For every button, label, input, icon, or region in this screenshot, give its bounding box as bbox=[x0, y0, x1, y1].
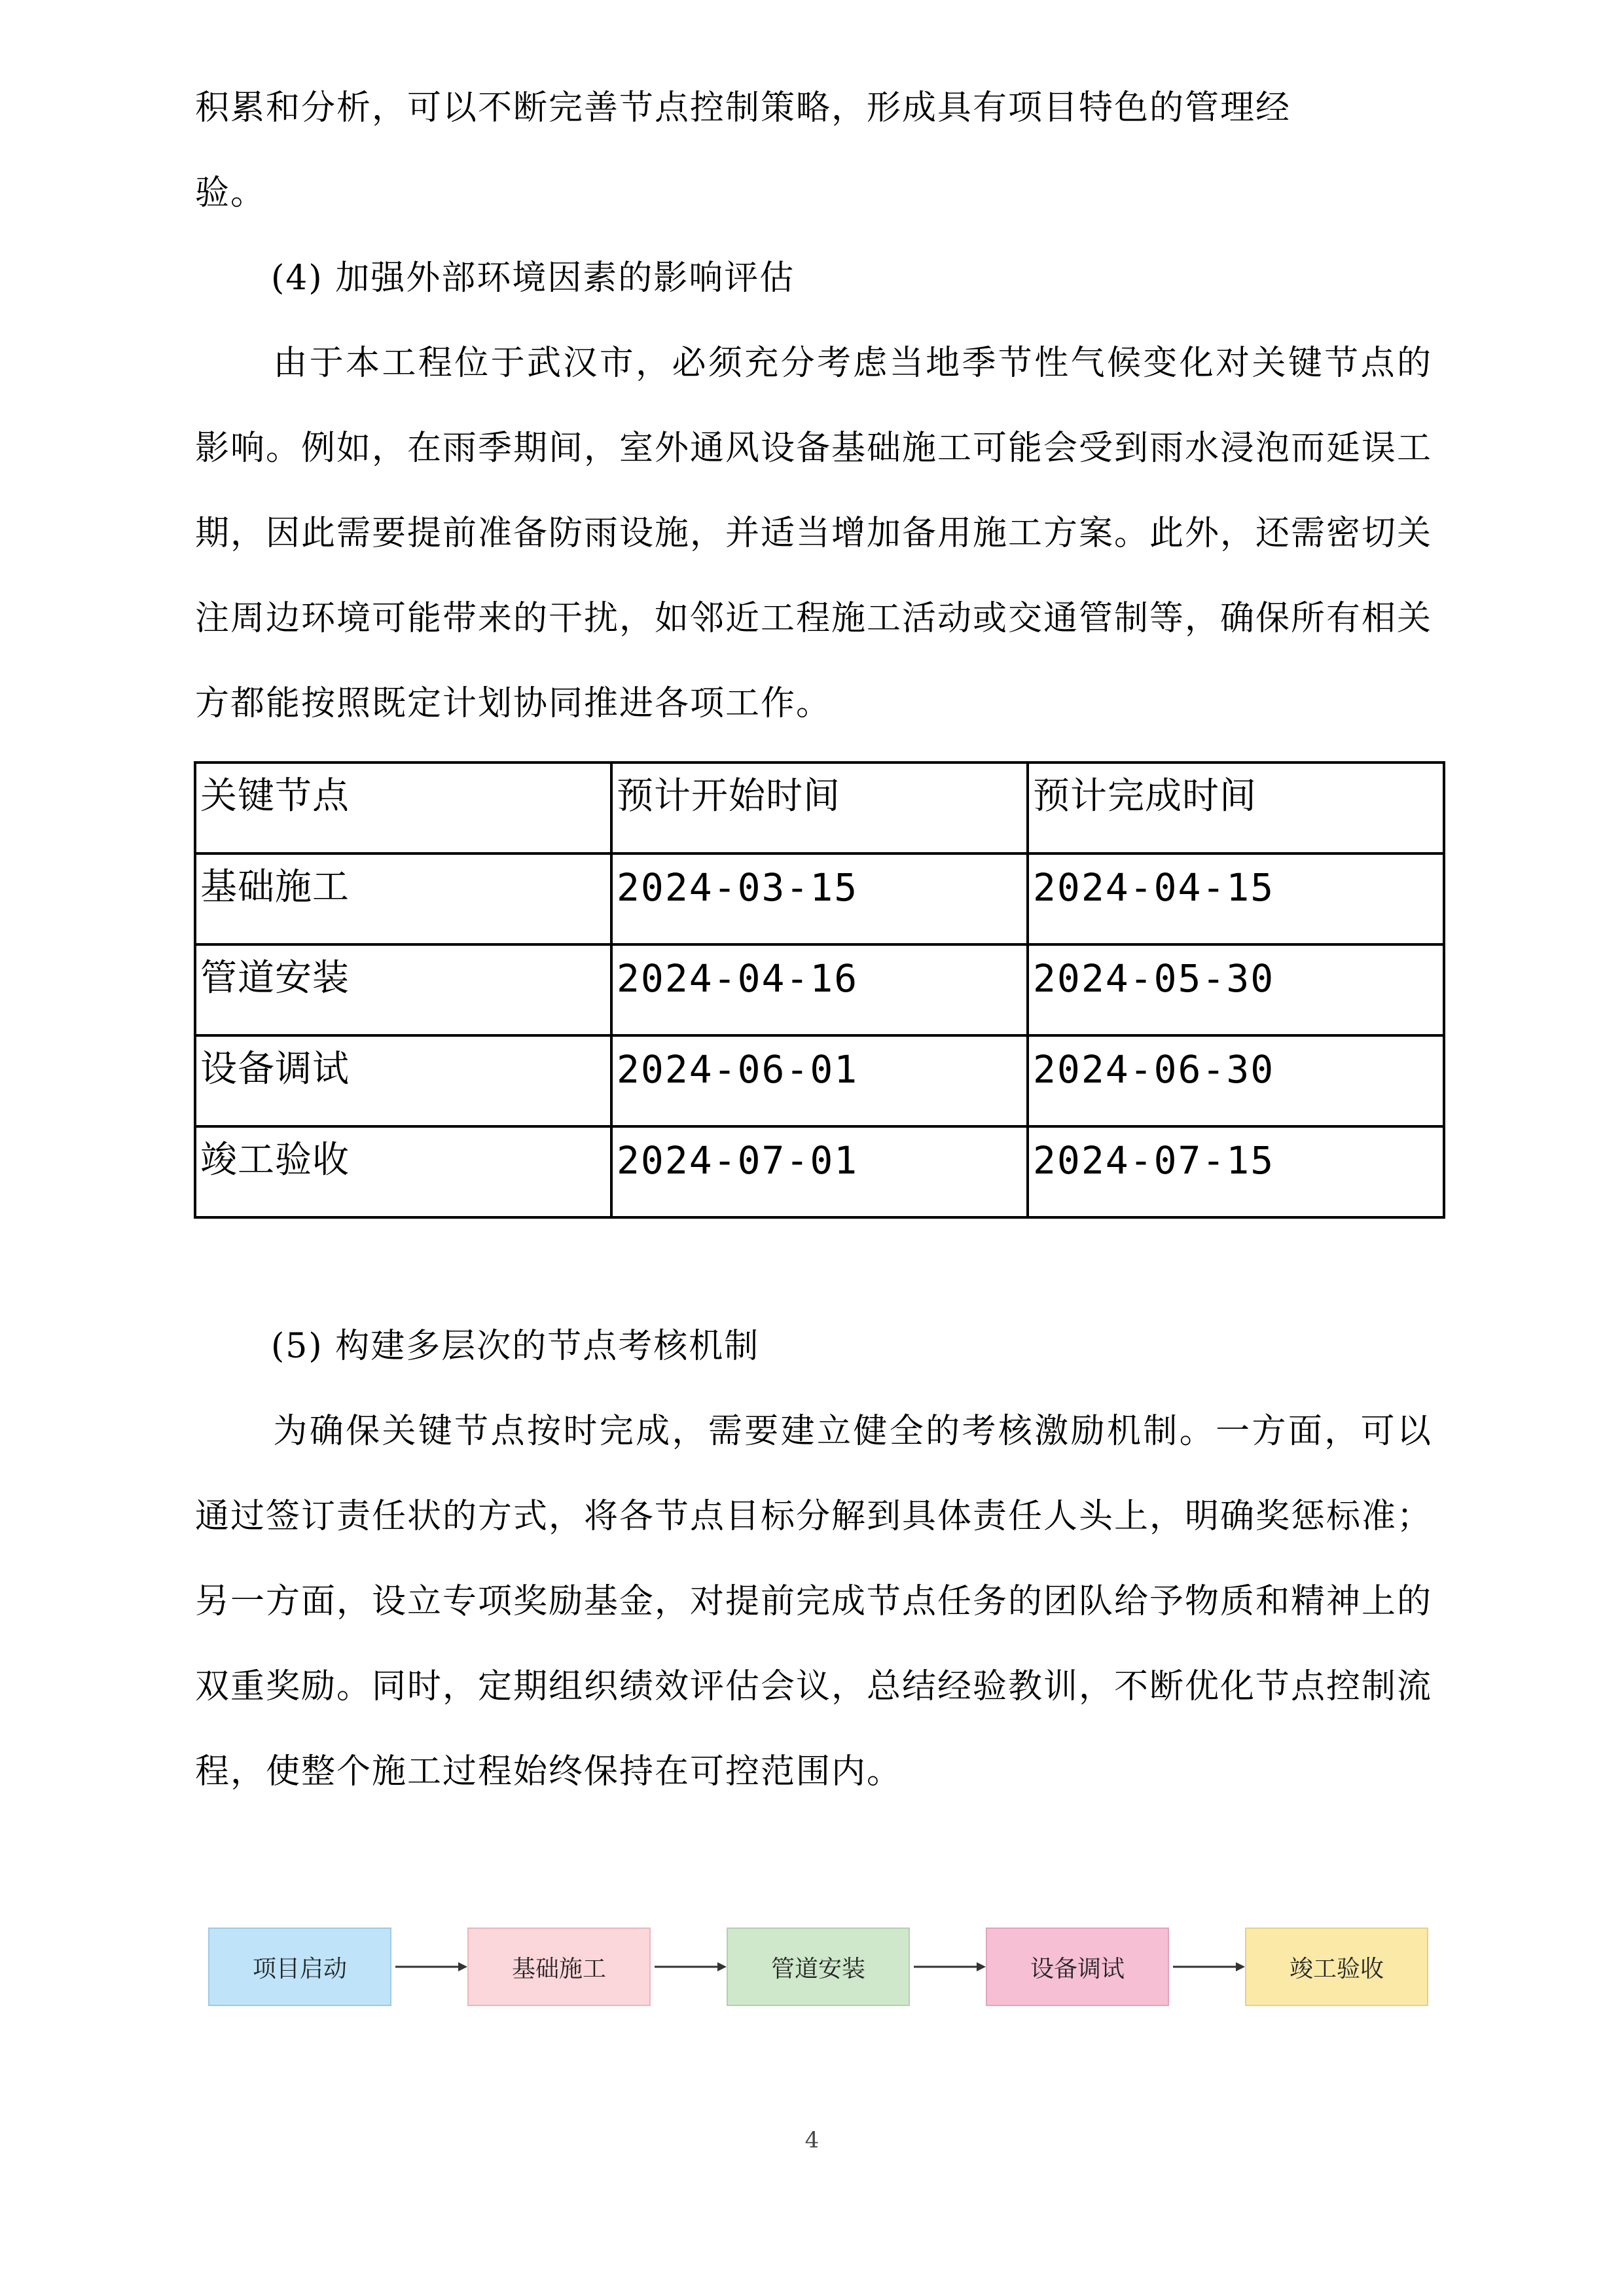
table-cell-node: 竣工验收 bbox=[195, 1126, 611, 1217]
table-cell-node: 基础施工 bbox=[195, 853, 611, 944]
table-cell-end: 2024-07-15 bbox=[1028, 1126, 1444, 1217]
table-cell-start: 2024-06-01 bbox=[611, 1035, 1028, 1126]
table-header-cell: 预计完成时间 bbox=[1028, 762, 1444, 853]
section-heading-5: (5) 构建多层次的节点考核机制 bbox=[271, 1327, 760, 1366]
table-cell-start: 2024-07-01 bbox=[611, 1126, 1028, 1217]
table-row bbox=[195, 1035, 1444, 1126]
table-row bbox=[195, 944, 1444, 1035]
table-cell-start: 2024-03-15 bbox=[611, 853, 1028, 944]
paragraph-assessment bbox=[195, 1389, 1432, 1814]
table-header-cell: 关键节点 bbox=[195, 762, 611, 853]
paragraph-assessment-text: 为确保关键节点按时完成，需要建立健全的考核激励机制。一方面，可以通过签订责任状的方式，将各节点目标分解到具体责任人头上，明确奖惩标准；另一方面，设立专项奖励基金，对提前完成节点任务的团队给予物质和精神上的双重奖励。同时，定期组织绩效评估会议，总结经验教训，不断优化节点控制流程，使整个施工过程始终保持在可控范围内。 bbox=[195, 1412, 1433, 1791]
section-heading-4: (4) 加强外部环境因素的影响评估 bbox=[271, 259, 795, 298]
process-flowchart bbox=[208, 1928, 1428, 2009]
paragraph-environment-text: 由于本工程位于武汉市，必须充分考虑当地季节性气候变化对关键节点的影响。例如，在雨季期间，室外通风设备基础施工可能会受到雨水浸泡而延误工期，因此需要提前准备防雨设施，并适当增加备用施工方案。此外，还需密切关注周边环境可能带来的干扰，如邻近工程施工活动或交通管制等，确保所有相关方都能按照既定计划协同推进各项工作。 bbox=[195, 344, 1433, 723]
page-number: 4 bbox=[804, 2127, 820, 2153]
table-cell-start: 2024-04-16 bbox=[611, 944, 1028, 1035]
table-cell-end: 2024-06-30 bbox=[1028, 1035, 1444, 1126]
flow-arrow-icon bbox=[912, 1954, 987, 1980]
flow-arrow-icon bbox=[653, 1954, 728, 1980]
table-cell-end: 2024-05-30 bbox=[1028, 944, 1444, 1035]
table-row bbox=[195, 1126, 1444, 1217]
table-cell-end: 2024-04-15 bbox=[1028, 853, 1444, 944]
paragraph-environment bbox=[195, 321, 1432, 746]
flow-step-project-start: 项目启动 bbox=[208, 1928, 391, 2006]
paragraph-continuation-line1: 积累和分析，可以不断完善节点控制策略，形成具有项目特色的管理经 bbox=[195, 88, 1291, 128]
table-header-cell: 预计开始时间 bbox=[611, 762, 1028, 853]
paragraph-continuation-line2: 验。 bbox=[195, 173, 266, 213]
flow-step-foundation: 基础施工 bbox=[467, 1928, 651, 2006]
key-nodes-table bbox=[194, 761, 1445, 1219]
flow-step-acceptance: 竣工验收 bbox=[1245, 1928, 1428, 2006]
table-cell-node: 设备调试 bbox=[195, 1035, 611, 1126]
flow-step-pipe-install: 管道安装 bbox=[727, 1928, 910, 2006]
table-row bbox=[195, 853, 1444, 944]
table-cell-node: 管道安装 bbox=[195, 944, 611, 1035]
paragraph-continuation bbox=[195, 65, 1432, 236]
flow-arrow-icon bbox=[1172, 1954, 1246, 1980]
flow-arrow-icon bbox=[394, 1954, 469, 1980]
flow-step-commissioning: 设备调试 bbox=[986, 1928, 1169, 2006]
table-header-row bbox=[195, 762, 1444, 853]
